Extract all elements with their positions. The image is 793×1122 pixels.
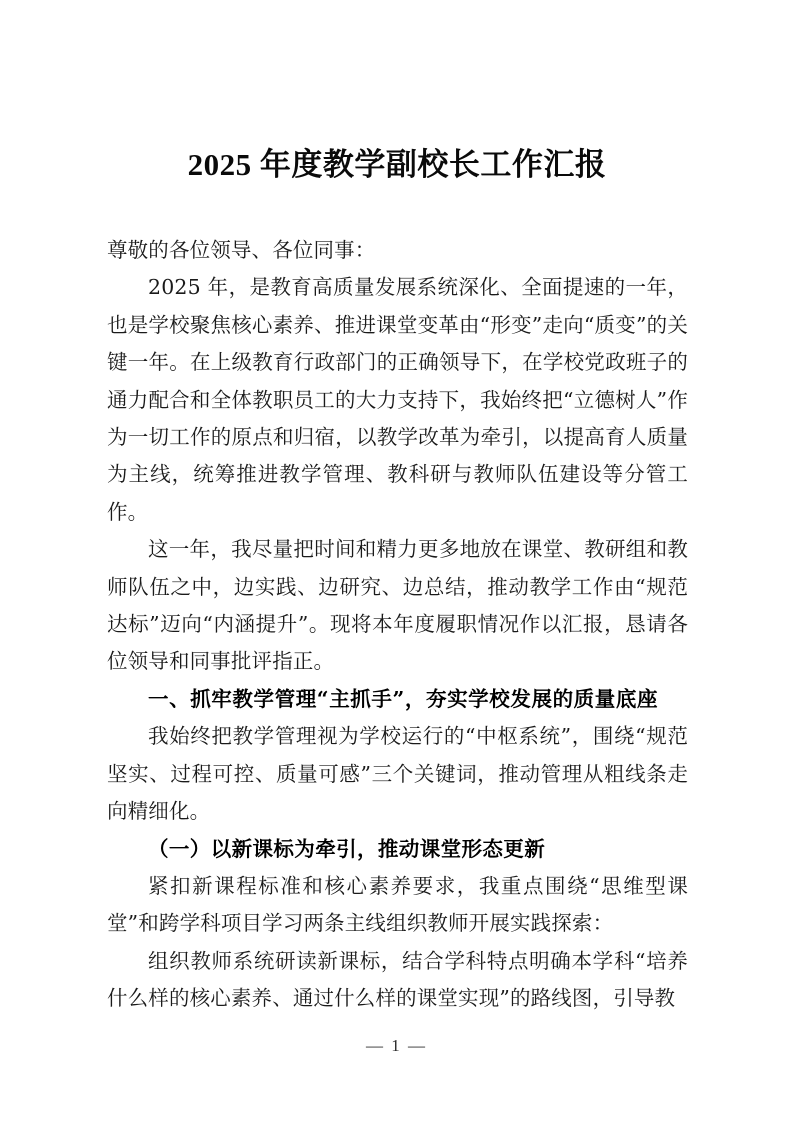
body-paragraph-2: 这一年，我尽量把时间和精力更多地放在课堂、教研组和教师队伍之中，边实践、边研究、边总结，推动教学工作由“规范达标”迈向“内涵提升”。现将本年度履职情况作以汇报，恳请各位领导和同事批评指正。 xyxy=(107,537,688,674)
section-heading-1: 一、抓牢教学管理“主抓手”，夯实学校发展的质量底座 xyxy=(148,686,659,711)
body-paragraph-5: 组织教师系统研读新课标，结合学科特点明确本学科“培养什么样的核心素养、通过什么样的课堂实现”的路线图，引导教 xyxy=(107,948,688,1011)
page-number-footer: — 1 — xyxy=(366,1036,427,1055)
body-paragraph-4: 紧扣新课程标准和核心素养要求，我重点围绕“思维型课堂”和跨学科项目学习两条主线组织教师开展实践探索： xyxy=(107,873,688,936)
body-paragraph-1: 2025 年，是教育高质量发展系统深化、全面提速的一年，也是学校聚焦核心素养、推进课堂变革由“形变”走向“质变”的关键一年。在上级教育行政部门的正确领导下，在学校党政班子的通力配合和全体教职员工的大力支持下，我始终把“立德树人”作为一切工作的原点和归宿，以教学改革为牵引，以提高育人质量为主线，统筹推进教学管理、教科研与教师队伍建设等分管工作。 xyxy=(107,275,688,524)
salutation-line: 尊敬的各位领导、各位同事： xyxy=(107,238,376,262)
document-body xyxy=(107,232,688,1018)
page-title: 2025 年度教学副校长工作汇报 xyxy=(187,147,607,182)
body-paragraph-3: 我始终把教学管理视为学校运行的“中枢系统”，围绕“规范坚实、过程可控、质量可感”三个关键词，推动管理从粗线条走向精细化。 xyxy=(107,724,688,824)
subsection-heading-1: （一）以新课标为牵引，推动课堂形态更新 xyxy=(148,836,546,861)
